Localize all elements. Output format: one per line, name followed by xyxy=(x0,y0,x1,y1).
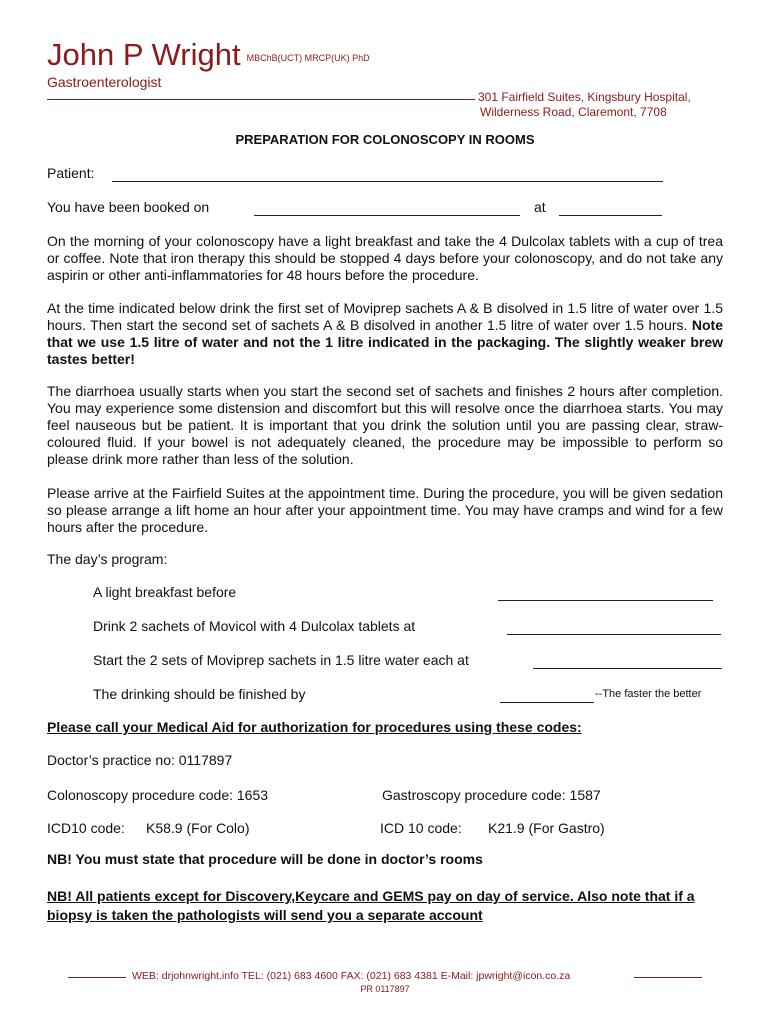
at-label: at xyxy=(534,199,546,215)
doctor-name-text: John P Wright xyxy=(47,37,241,72)
footer-contact: WEB: drjohnwright.info TEL: (021) 683 4600 FAX: (021) 683 4381 E-Mail: jpwright@icon.co.za xyxy=(132,970,571,982)
icd-colo-label: ICD10 code: xyxy=(47,820,125,836)
practice-address xyxy=(478,90,691,120)
patient-label: Patient: xyxy=(47,165,95,181)
medical-aid-heading: Please call your Medical Aid for authorization for procedures using these codes: xyxy=(47,719,582,735)
doctor-qualifications: MBChB(UCT) MRCP(UK) PhD xyxy=(246,53,370,63)
paragraph-arrival: Please arrive at the Fairfield Suites at the appointment time. During the procedure, you will be given sedation so please arrange a lift home an hour after your appointment time. You may have cramps and wind for a few hours after the procedure. xyxy=(47,485,723,535)
booked-label: You have been booked on xyxy=(47,199,210,215)
program-heading: The day’s program: xyxy=(47,551,168,567)
program-item-movicol: Drink 2 sachets of Movicol with 4 Dulcolax tablets at xyxy=(93,618,416,634)
finish-time-field[interactable] xyxy=(500,688,594,703)
address-line-1: 301 Fairfield Suites, Kingsbury Hospital, xyxy=(478,90,691,104)
footer-ref: PR 0117897 xyxy=(360,984,410,994)
gastroscopy-code: Gastroscopy procedure code: 1587 xyxy=(382,787,601,803)
nb-rooms-note: NB! You must state that procedure will be done in doctor’s rooms xyxy=(47,851,483,867)
icd-colo-value: K58.9 (For Colo) xyxy=(146,820,250,836)
paragraph-moviprep-text: At the time indicated below drink the first set of Moviprep sachets A & B disolved in 1.5 litre of water over 1.5 hours. Then start the second set of sachets A & B disolved in another 1.5 litre of water over 1.5 hours. xyxy=(47,300,723,333)
practice-number: Doctor’s practice no: 0117897 xyxy=(47,752,233,768)
footer-divider-right xyxy=(634,977,702,978)
moviprep-time-field[interactable] xyxy=(533,654,722,669)
doctor-specialty: Gastroenterologist xyxy=(47,74,162,90)
paragraph-breakfast: On the morning of your colonoscopy have a light breakfast and take the 4 Dulcolax tablets with a cup of trea or coffee. Note that iron therapy this should be stopped 4 days before your colonoscopy, and do not take any aspirin or other anti-inflammatories for 48 hours before the procedure. xyxy=(47,233,723,283)
icd-gastro-label: ICD 10 code: xyxy=(380,820,462,836)
program-item-finish: The drinking should be finished by xyxy=(93,686,306,702)
booking-time-field[interactable] xyxy=(559,201,662,216)
footer-divider-left xyxy=(68,977,126,978)
header-divider xyxy=(47,99,475,100)
paragraph-diarrhoea: The diarrhoea usually starts when you start the second set of sachets and finishes 2 hours after completion. You may experience some distension and discomfort but this will resolve once the diarrhoea starts. You may feel nauseous but be patient. It is important that you drink the solution until you are passing clear, straw-coloured fluid. If your bowel is not adequately cleaned, the procedure may be impossible to perform so please drink more rather than less of the solution. xyxy=(47,383,723,467)
faster-note: --The faster the better xyxy=(595,688,702,700)
breakfast-time-field[interactable] xyxy=(498,586,713,601)
document-title: PREPARATION FOR COLONOSCOPY IN ROOMS xyxy=(235,132,535,147)
colonoscopy-code: Colonoscopy procedure code: 1653 xyxy=(47,787,269,803)
nb-payment-note: NB! All patients except for Discovery,Keycare and GEMS pay on day of service. Also note that if a biopsy is taken the pathologists will send you a separate account xyxy=(47,888,695,923)
program-item-breakfast: A light breakfast before xyxy=(93,584,237,600)
paragraph-moviprep-note: Note that we use 1.5 litre of water and not the 1 litre indicated in the packaging. The slightly weaker brew tastes better! xyxy=(47,317,723,367)
icd-gastro-value: K21.9 (For Gastro) xyxy=(488,820,605,836)
paragraph-moviprep xyxy=(47,300,723,368)
program-item-moviprep: Start the 2 sets of Moviprep sachets in 1.5 litre water each at xyxy=(93,652,469,668)
movicol-time-field[interactable] xyxy=(507,620,721,635)
patient-name-field[interactable] xyxy=(112,167,663,182)
booking-date-field[interactable] xyxy=(254,201,520,216)
address-line-2: Wilderness Road, Claremont, 7708 xyxy=(480,105,667,119)
doctor-name xyxy=(47,38,370,75)
